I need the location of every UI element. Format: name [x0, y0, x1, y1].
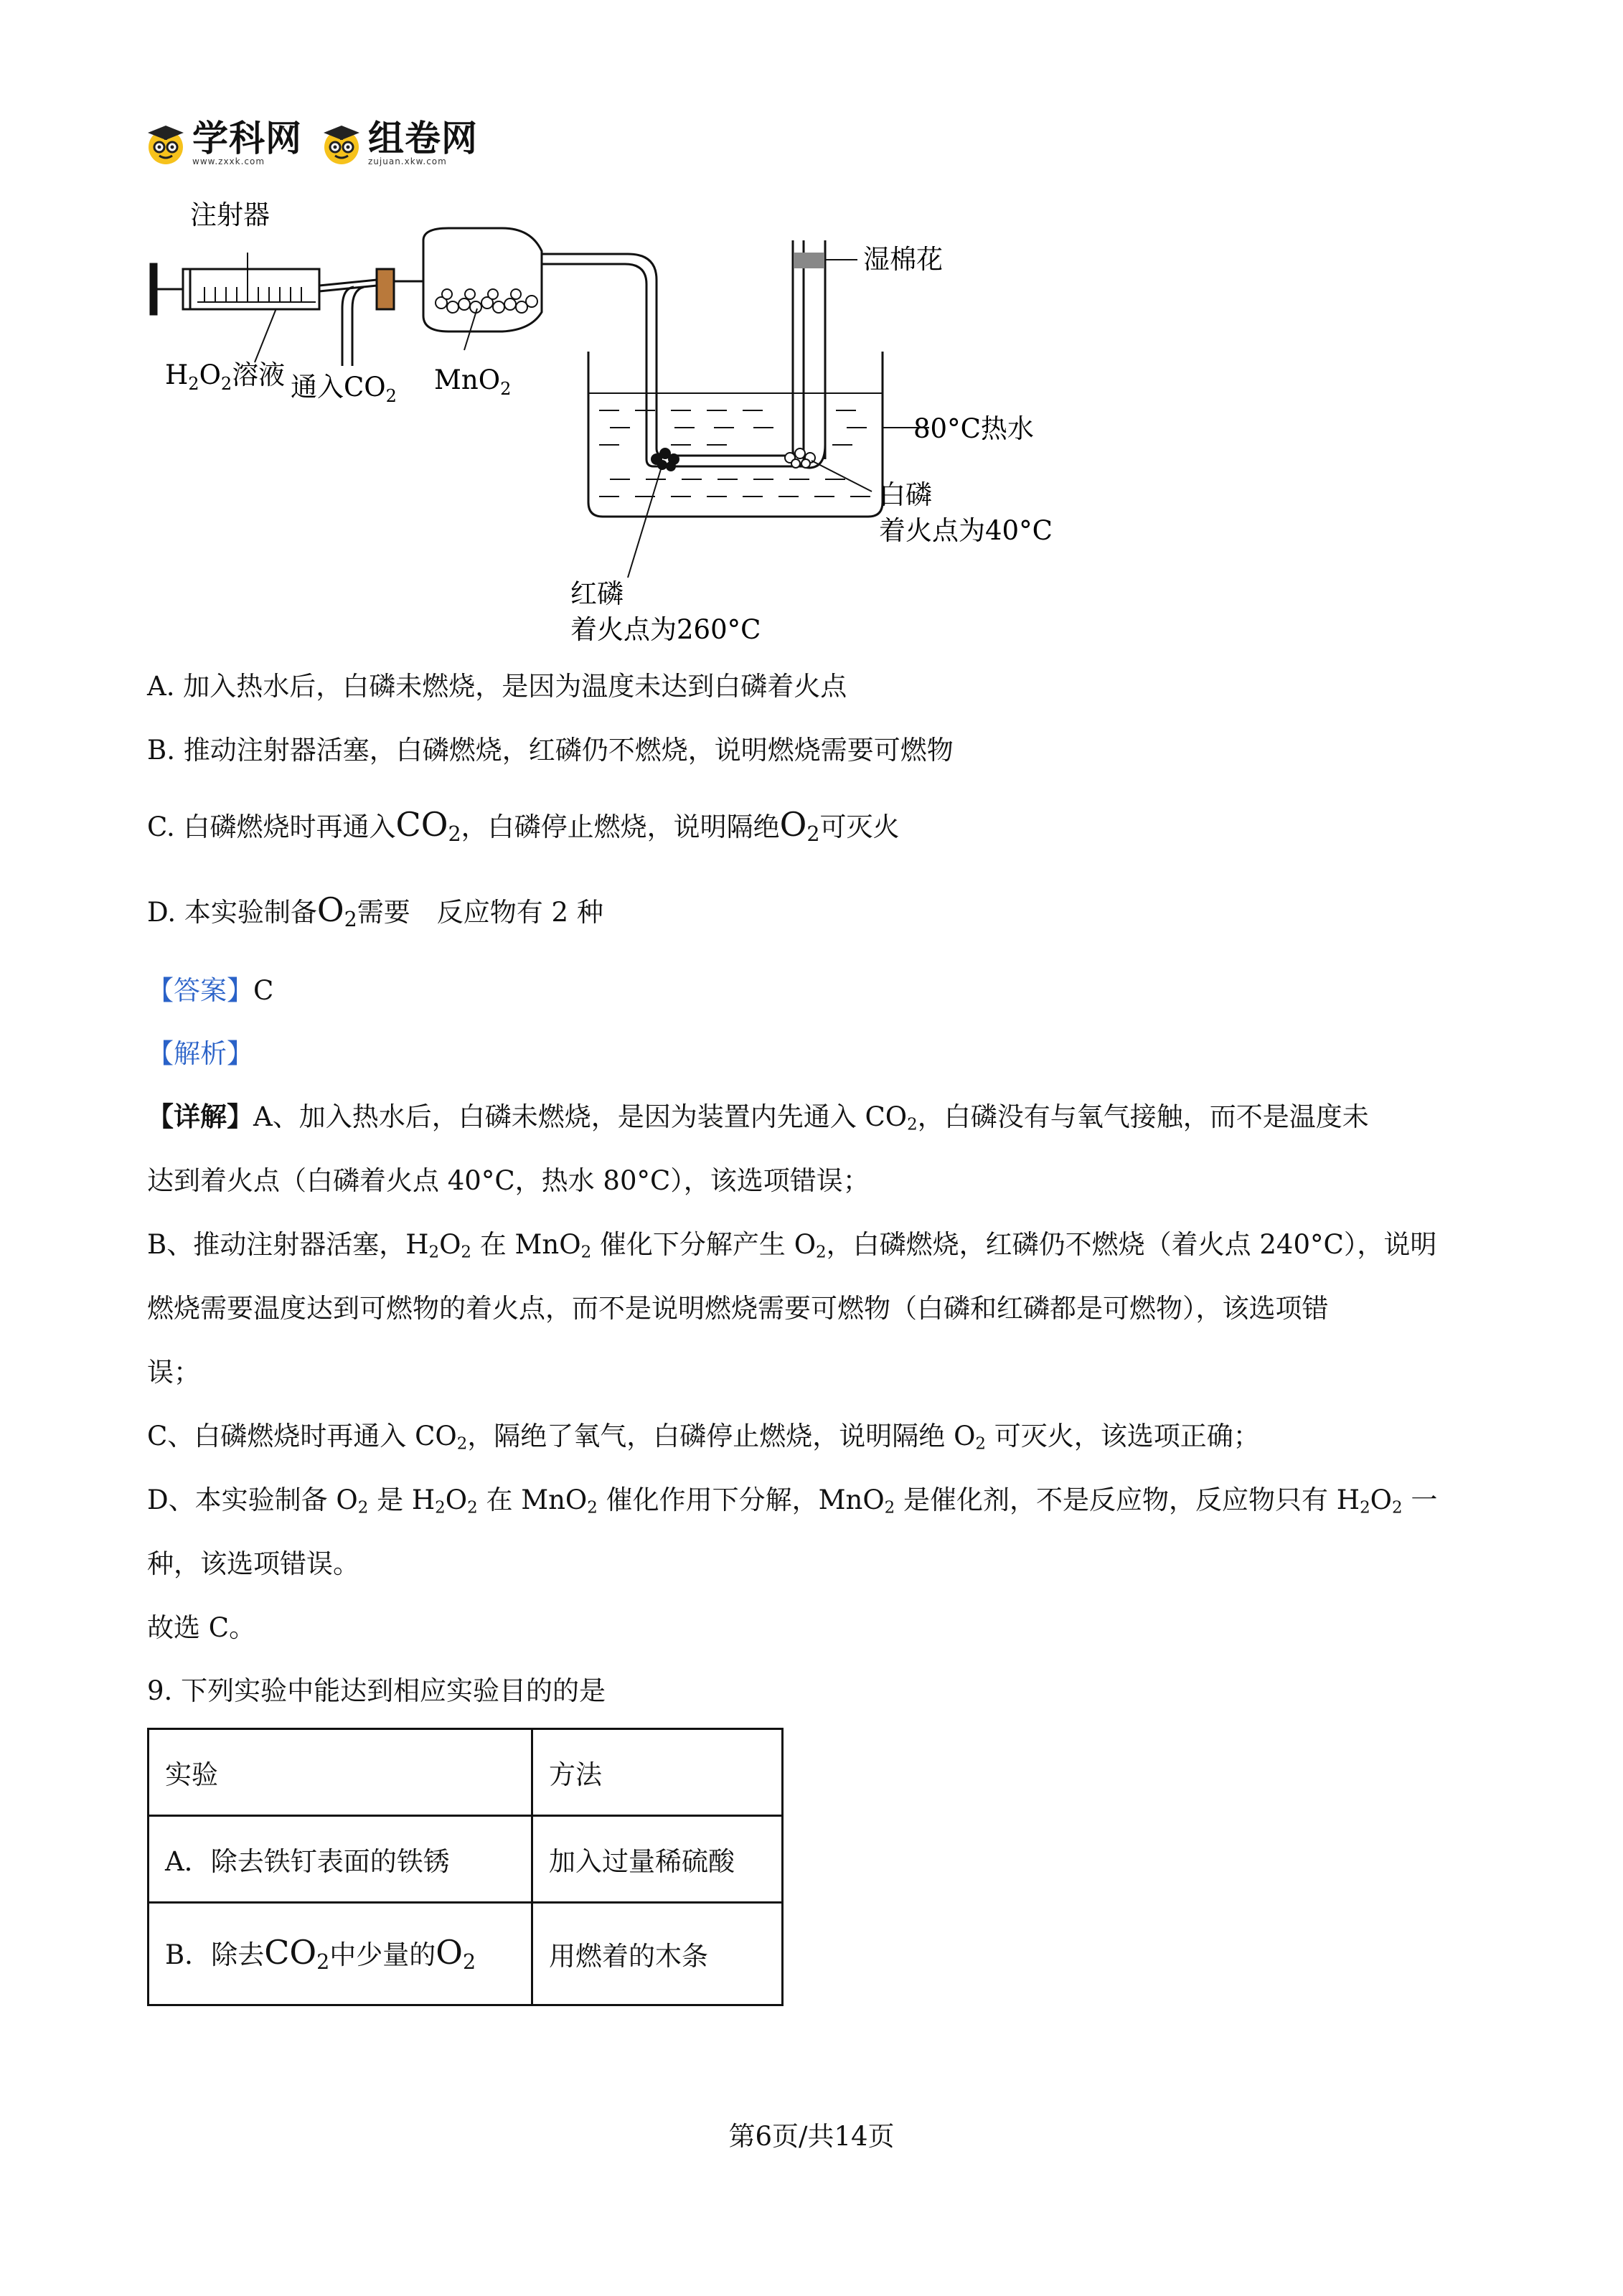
detail-label: 【详解】	[147, 1101, 253, 1132]
option-b: B. 推动注射器活塞，白磷燃烧，红磷仍不燃烧，说明燃烧需要可燃物	[147, 735, 954, 766]
delivery-tube	[542, 240, 793, 456]
detail-line-5: 误；	[147, 1357, 200, 1388]
table-row	[149, 1903, 783, 2005]
water-lines	[599, 410, 870, 497]
detail-line-6: C、白磷燃烧时再通入 $CO_2$，隔绝了氧气，白磷停止燃烧，说明隔绝 $O_2$ 可灭火，该选项正确；	[147, 1421, 1260, 1454]
answer-value: C	[253, 975, 274, 1006]
logo1-sub: www.zxxk.com	[192, 156, 265, 166]
analysis-label: 【解析】	[147, 1038, 253, 1069]
table-cell: 加入过量稀硫酸	[532, 1816, 783, 1903]
formula-co2: $CO_2$	[264, 1933, 330, 1975]
table-row	[149, 1729, 783, 1816]
formula-co2: $CO_2$	[395, 805, 461, 847]
beaker	[588, 352, 883, 517]
table-row	[149, 1816, 783, 1903]
detail-line-4: 燃烧需要温度达到可燃物的着火点，而不是说明燃烧需要可燃物（白磷和红磷都是可燃物），该选项错	[147, 1293, 1329, 1324]
h2o2-solution: 溶液	[232, 359, 286, 390]
label-mno2	[434, 364, 511, 399]
h2o2-o: O	[199, 359, 221, 390]
answer-line	[147, 977, 273, 1004]
option-c-part1: C. 白磷燃烧时再通入	[147, 811, 396, 842]
detail-line-1: 【详解】A、加入热水后，白磷未燃烧，是因为装置内先通入 $CO_2$，白磷没有与氧气接触，而不是温度未	[147, 1101, 1369, 1134]
formula-o2: $O_2$	[779, 805, 820, 847]
label-red-phosphorus: 红磷	[570, 578, 624, 609]
label-white-phosphorus: 白磷	[879, 479, 932, 510]
label-red-ignition: 着火点为260°C	[570, 614, 761, 645]
logo-zujuanwang	[319, 118, 478, 166]
table-cell: B．除去$CO_2$中少量的$O_2$	[149, 1903, 532, 2005]
mascot-icon	[319, 121, 364, 166]
experiment-diagram	[140, 201, 1109, 660]
mno2-text: MnO	[434, 364, 501, 395]
h2o2-sub1: 2	[188, 374, 199, 394]
stopper	[377, 269, 394, 309]
page-footer: 第6页/共14页	[728, 2121, 895, 2152]
reaction-flask	[423, 228, 542, 331]
option-d	[147, 890, 603, 932]
detail-line-7: D、本实验制备 $O_2$ 是 $H_2O_2$ 在 MnO$_2$ 催化作用下分解，MnO$_2$ 是催化剂，不是反应物，反应物只有 $H_2O_2$ 一	[147, 1485, 1438, 1518]
analysis-line	[147, 1040, 253, 1067]
table-cell: 用燃着的木条	[532, 1903, 783, 2005]
option-c-part3: 可灭火	[819, 811, 900, 842]
option-d-part1: D. 本实验制备	[147, 897, 317, 928]
logo-xuekewang	[144, 118, 302, 166]
detail-line-2: 达到着火点（白磷着火点 40°C，热水 80°C），该选项错误；	[147, 1165, 870, 1196]
white-phosphorus	[785, 448, 815, 468]
detail-line-9: 故选 C。	[147, 1612, 256, 1643]
label-white-ignition: 着火点为40°C	[879, 515, 1053, 546]
option-d-part2: 需要 反应物有 2 种	[357, 897, 603, 928]
wet-cotton	[794, 253, 824, 268]
co2-inlet-text: 通入CO	[291, 372, 386, 403]
label-h2o2	[165, 359, 285, 394]
option-c	[147, 805, 900, 847]
h2o2-sub2: 2	[220, 374, 232, 394]
logo2-name: 组卷网	[368, 118, 478, 159]
option-a: A. 加入热水后，白磷未燃烧，是因为温度未达到白磷着火点	[147, 671, 847, 702]
formula-o2: $O_2$	[436, 1933, 476, 1975]
formula-o2: $O_2$	[316, 890, 357, 932]
h2o2-h: H	[165, 359, 189, 390]
label-syringe: 注射器	[190, 201, 270, 230]
logo1-name: 学科网	[192, 118, 302, 159]
red-phosphorus	[651, 448, 679, 471]
question-9-table	[147, 1728, 784, 2006]
answer-label: 【答案】	[147, 975, 253, 1006]
mascot-icon	[144, 121, 188, 166]
question-9-stem: 9. 下列实验中能达到相应实验目的的是	[147, 1675, 606, 1706]
logo2-sub: zujuan.xkw.com	[368, 156, 447, 166]
table-cell: A．除去铁钉表面的铁锈	[149, 1816, 532, 1903]
mno2-sub: 2	[500, 379, 512, 399]
table-header-experiment: 实验	[149, 1729, 532, 1816]
label-hot-water: 80°C热水	[913, 413, 1034, 444]
label-wet-cotton: 湿棉花	[863, 244, 943, 275]
detail-line-3: B、推动注射器活塞，$H_2O_2$ 在 MnO$_2$ 催化下分解产生 $O_2$，白磷燃烧，红磷仍不燃烧（着火点 240°C），说明	[147, 1229, 1437, 1262]
label-co2-inlet	[291, 372, 397, 406]
co2-inlet-sub: 2	[385, 386, 397, 406]
table-header-method: 方法	[532, 1729, 783, 1816]
option-c-part2: ，白磷停止燃烧，说明隔绝	[461, 811, 780, 842]
detail-line-8: 种，该选项错误。	[147, 1548, 359, 1579]
